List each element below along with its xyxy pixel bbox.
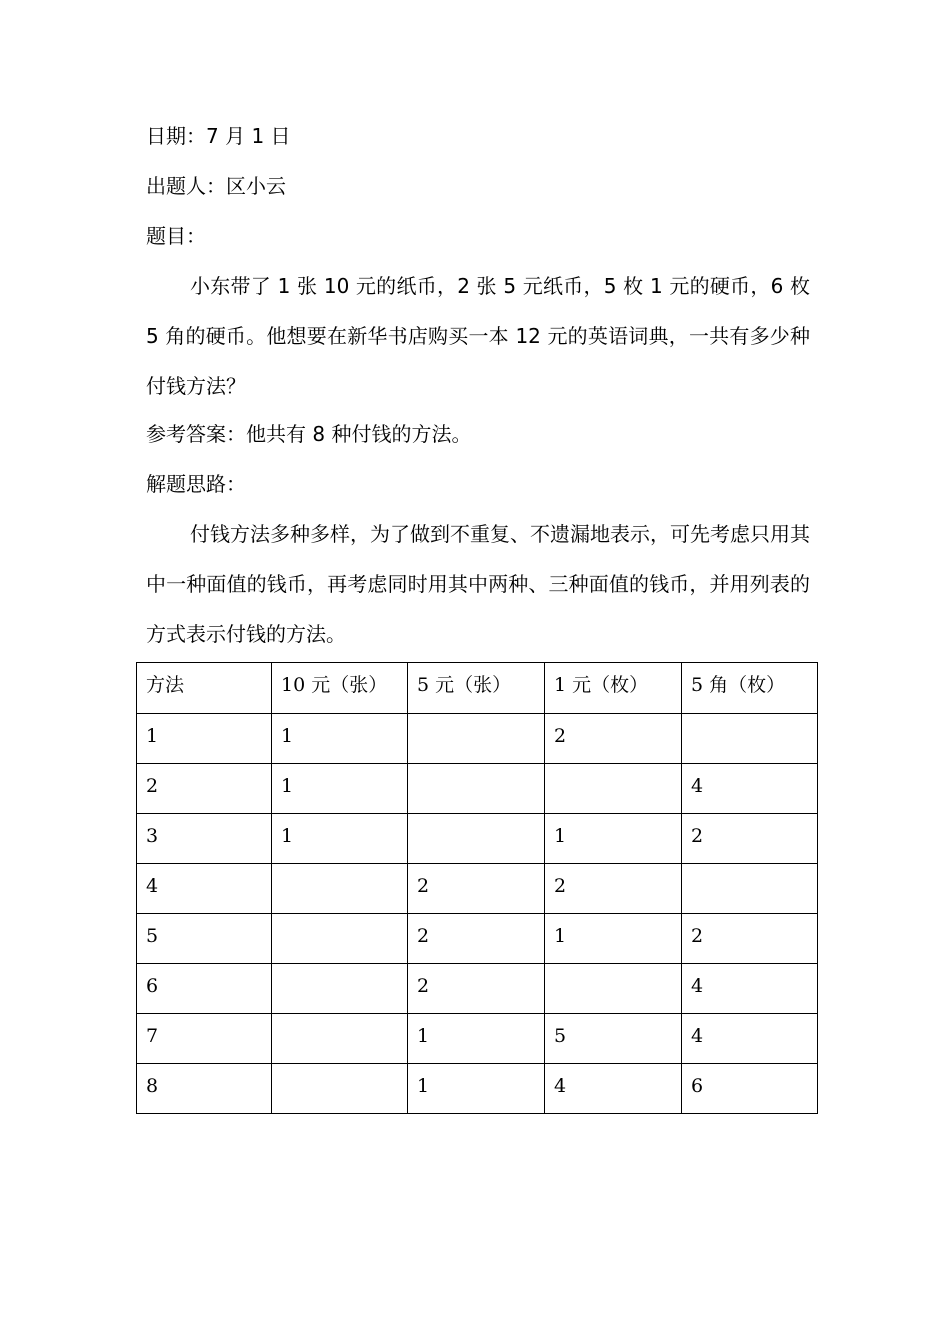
table-cell [682, 864, 818, 914]
table-cell: 1 [272, 764, 408, 814]
table-cell [272, 864, 408, 914]
table-cell: 3 [137, 814, 272, 864]
table-cell: 1 [272, 714, 408, 764]
table-cell: 2 [545, 714, 682, 764]
table-cell [545, 964, 682, 1014]
table-row [137, 914, 818, 964]
table-row [137, 764, 818, 814]
table-cell: 1 [408, 1064, 545, 1114]
table-cell: 4 [682, 964, 818, 1014]
table-cell: 4 [682, 1014, 818, 1064]
table-row [137, 814, 818, 864]
table-cell: 8 [137, 1064, 272, 1114]
header-10-yuan: 10 元（张） [272, 663, 408, 714]
table-cell: 1 [272, 814, 408, 864]
table-cell [272, 1014, 408, 1064]
table-cell: 6 [682, 1064, 818, 1114]
table-cell: 2 [137, 764, 272, 814]
table-cell [545, 764, 682, 814]
table-row [137, 1064, 818, 1114]
table-row [137, 864, 818, 914]
table-cell [272, 1064, 408, 1114]
table-row [137, 964, 818, 1014]
date-line: 日期：7 月 1 日 [146, 124, 291, 148]
payment-methods-table [136, 662, 818, 1114]
table-cell: 2 [408, 914, 545, 964]
table-cell: 1 [408, 1014, 545, 1064]
question-text: 小东带了 1 张 10 元的纸币，2 张 5 元纸币，5 枚 1 元的硬币，6 枚 5 角的硬币。他想要在新华书店购买一本 12 元的英语词典，一共有多少种付钱方法？ [146, 274, 810, 398]
table-row [137, 1014, 818, 1064]
author-line: 出题人：区小云 [146, 174, 286, 198]
table-cell: 4 [137, 864, 272, 914]
table-cell: 1 [545, 814, 682, 864]
table-cell: 1 [545, 914, 682, 964]
table-cell [682, 714, 818, 764]
table-cell [272, 964, 408, 1014]
table-cell: 2 [545, 864, 682, 914]
table-cell: 6 [137, 964, 272, 1014]
table-cell: 2 [408, 964, 545, 1014]
table-cell [408, 714, 545, 764]
table-cell [408, 814, 545, 864]
header-1-yuan: 1 元（枚） [545, 663, 682, 714]
question-label: 题目： [146, 224, 206, 248]
table-cell: 4 [682, 764, 818, 814]
solution-label: 解题思路： [146, 472, 246, 496]
table-cell [272, 914, 408, 964]
table-cell: 5 [545, 1014, 682, 1064]
table-cell: 5 [137, 914, 272, 964]
table-cell: 1 [137, 714, 272, 764]
table-cell: 7 [137, 1014, 272, 1064]
header-5-yuan: 5 元（张） [408, 663, 545, 714]
header-5-jiao: 5 角（枚） [682, 663, 818, 714]
answer-line: 参考答案：他共有 8 种付钱的方法。 [146, 422, 472, 446]
table-header-row [137, 663, 818, 714]
table-cell: 2 [682, 814, 818, 864]
table-cell: 2 [682, 914, 818, 964]
solution-text: 付钱方法多种多样，为了做到不重复、不遗漏地表示，可先考虑只用其中一种面值的钱币，再考虑同时用其中两种、三种面值的钱币，并用列表的方式表示付钱的方法。 [146, 522, 810, 646]
table-row [137, 714, 818, 764]
table-cell [408, 764, 545, 814]
header-method: 方法 [137, 663, 272, 714]
table-cell: 2 [408, 864, 545, 914]
table-cell: 4 [545, 1064, 682, 1114]
